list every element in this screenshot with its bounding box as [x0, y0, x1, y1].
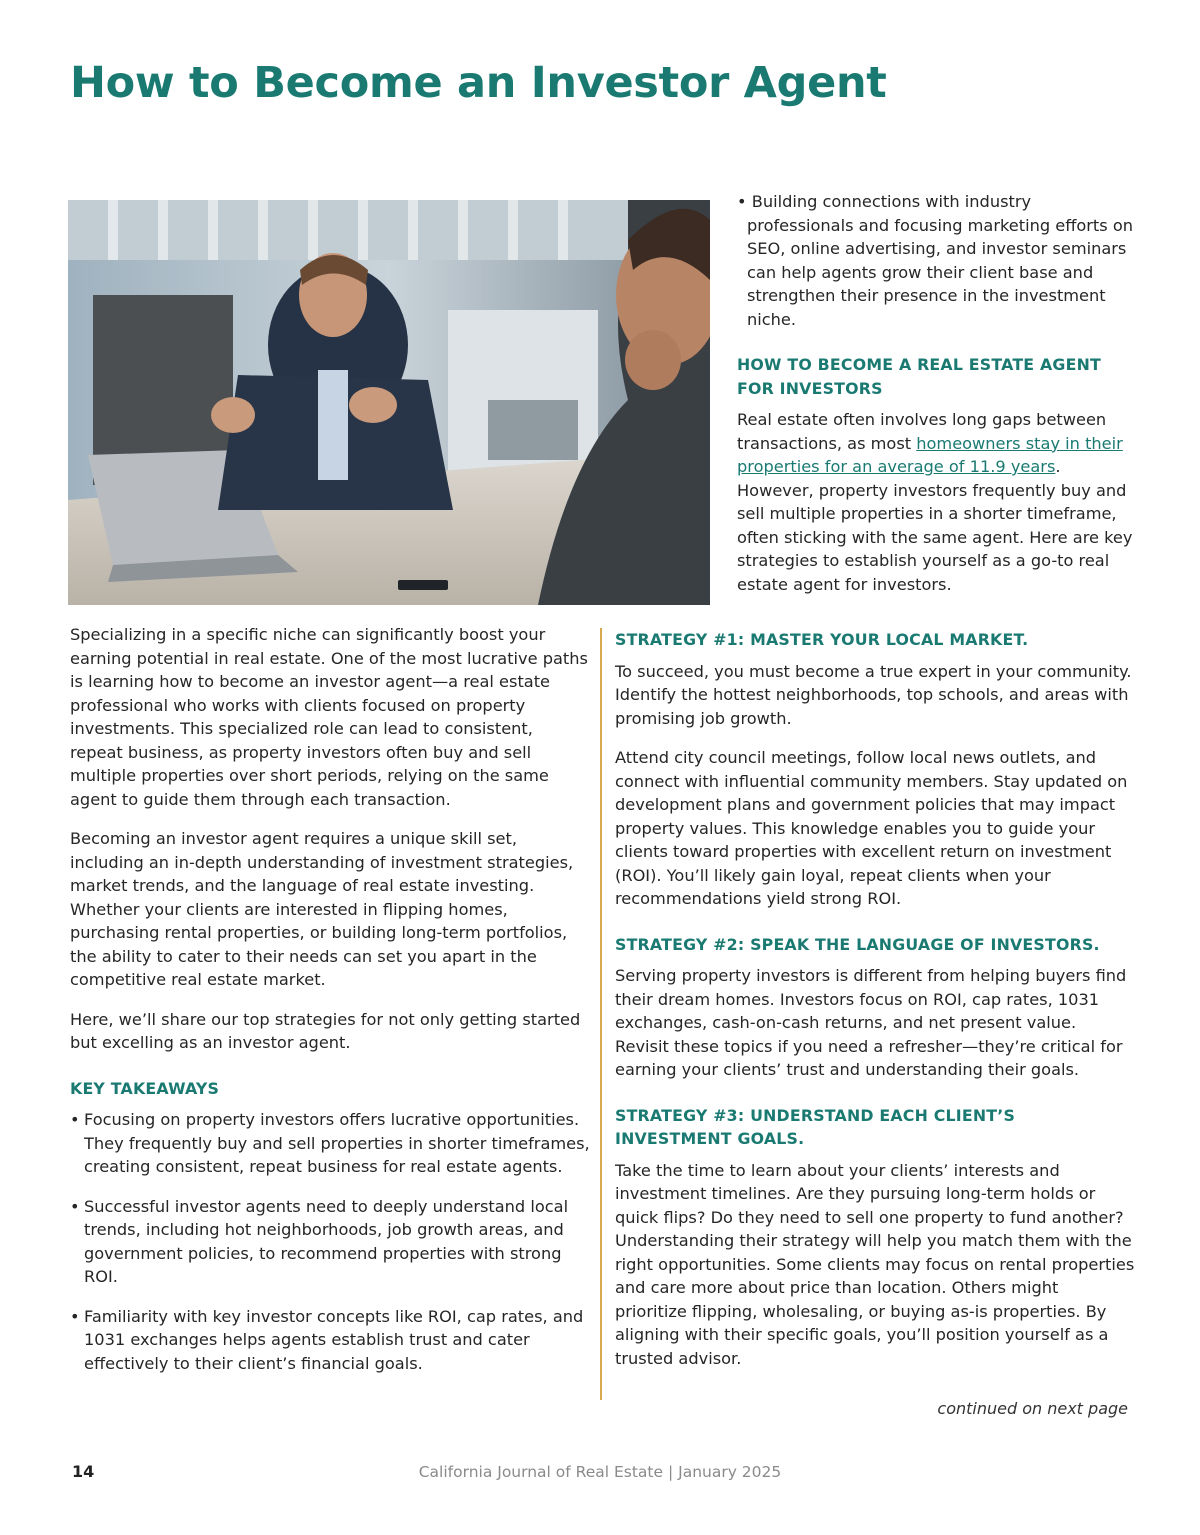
right-column [615, 628, 1135, 1386]
list-item-text: Focusing on property investors offers lucrative opportunities. They frequently buy and sell properties in shorter timeframes, creating consistent, repeat business for real estate agents. [84, 1110, 590, 1176]
article-photo [68, 200, 710, 605]
column-divider [600, 628, 602, 1400]
list-item [70, 1305, 590, 1376]
bullet-glyph: • [737, 192, 747, 211]
bullet-glyph: • [70, 1110, 80, 1129]
page-title: How to Become an Investor Agent [70, 58, 887, 108]
top-right-column [737, 190, 1137, 612]
paragraph: Here, we’ll share our top strategies for not only getting started but excelling as an investor agent. [70, 1009, 581, 1052]
list-item-text: Successful investor agents need to deeply understand local trends, including hot neighborhoods, job growth areas, and government policies, to recommend properties with strong ROI. [84, 1196, 569, 1286]
homeowners-link[interactable]: homeowners stay in their properties for an average of 11.9 years [737, 433, 1123, 476]
takeaways-list [70, 1108, 590, 1375]
paragraph: Attend city council meetings, follow local news outlets, and connect with influential community members. Stay updated on development plans and government policies that may impact property values. This knowledge enables you to guide your clients toward properties with excellent return on investment (ROI). You’ll likely gain loyal, repeat clients when your recommendations yield strong ROI. [615, 748, 1128, 908]
paragraph: To succeed, you must become a true expert in your community. Identify the hottest neighborhoods, top schools, and areas with promising job growth. [615, 661, 1132, 728]
intro-text: Real estate often involves long gaps between transactions, as most [737, 410, 1107, 453]
list-item-text: Familiarity with key investor concepts like ROI, cap rates, and 1031 exchanges helps agents establish trust and cater effectively to their client’s financial goals. [84, 1306, 584, 1373]
list-item [70, 1195, 590, 1289]
bullet-glyph: • [70, 1306, 80, 1326]
paragraph: Becoming an investor agent requires a unique skill set, including an in-depth understanding of investment strategies, market trends, and the language of real estate investing. Whether your clients are interested in flipping homes, purchasing rental properties, or building long-term portfolios, the ability to cater to their needs can set you apart in the competitive real estate market. [70, 829, 574, 989]
section-intro-paragraph [737, 408, 1137, 596]
left-column [70, 623, 590, 1391]
bullet-glyph: • [70, 1196, 80, 1216]
strategy-1-heading: STRATEGY #1: MASTER YOUR LOCAL MARKET. [615, 630, 1029, 649]
list-item [70, 1108, 590, 1179]
top-bullet [737, 190, 1137, 331]
key-takeaways-heading: KEY TAKEAWAYS [70, 1078, 220, 1098]
section-heading-investors: HOW TO BECOME A REAL ESTATE AGENT FOR INVESTORS [737, 355, 1101, 398]
paragraph: Serving property investors is different from helping buyers find their dream homes. Investors focus on ROI, cap rates, 1031 exchanges, cash-on-cash returns, and net present value. Revisit these topics if you need a refresher—they’re critical for earning your clients’ trust and understanding their goals. [615, 966, 1127, 1079]
paragraph: Specializing in a specific niche can significantly boost your earning potential in real estate. One of the most lucrative paths is learning how to become an investor agent—a real estate professional who works with clients focused on property investments. This specialized role can lead to consistent, repeat business, as property investors often buy and sell multiple properties over short periods, relying on the same agent to guide them through each transaction. [70, 625, 588, 809]
footer-publication: California Journal of Real Estate | January 2025 [418, 1463, 782, 1481]
continued-note: continued on next page [937, 1399, 1128, 1418]
office-meeting-photo [68, 200, 710, 605]
paragraph: Take the time to learn about your clients’ interests and investment timelines. Are they pursuing long-term holds or quick flips? Do they need to sell one property to fund another? Understanding their strategy will help you match them with the right opportunities. Some clients may focus on rental properties and care more about price than location. Others might prioritize flipping, wholesaling, or buying as-is properties. By aligning with their specific goals, you’ll position yourself as a trusted advisor. [615, 1160, 1135, 1368]
page-number: 14 [72, 1462, 95, 1481]
strategy-2-heading: STRATEGY #2: SPEAK THE LANGUAGE OF INVESTORS. [615, 934, 1100, 954]
top-bullet-text: Building connections with industry professionals and focusing marketing efforts on SEO, online advertising, and investor seminars can help agents grow their client base and strengthen their presence in the investment niche. [747, 192, 1134, 329]
intro-text-after: . However, property investors frequently buy and sell multiple properties in a shorter timeframe, often sticking with the same agent. Here are key strategies to establish yourself as a go-to real estate agent for investors. [737, 457, 1133, 594]
strategy-3-heading: STRATEGY #3: UNDERSTAND EACH CLIENT’S INVESTMENT GOALS. [615, 1105, 1016, 1148]
